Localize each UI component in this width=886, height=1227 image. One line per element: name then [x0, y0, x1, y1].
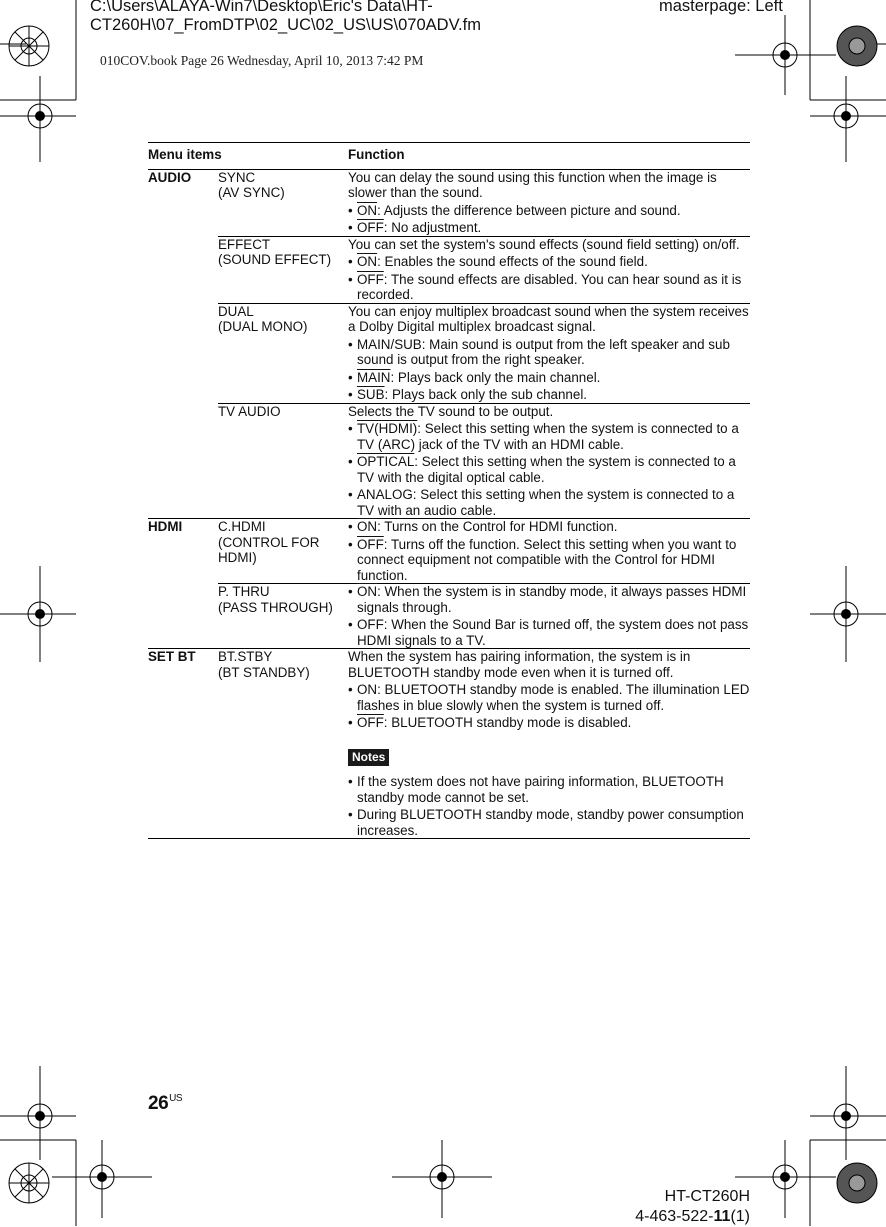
bullet — [348, 487, 750, 518]
item-name: P. THRU — [218, 584, 270, 599]
file-path-line2: CT260H\07_FromDTP\02_UC\02_US\US\070ADV.fm — [90, 16, 481, 34]
table-row — [148, 236, 750, 303]
bullet — [348, 220, 750, 236]
option-key: $\overline{ON}$ — [357, 519, 378, 534]
option-text: : When the system is in standby mode, it always passes HDMI signals through. — [357, 584, 747, 615]
masterpage-label: masterpage: Left — [659, 0, 783, 15]
option-text: : BLUETOOTH standby mode is disabled. — [383, 715, 632, 730]
note-text: During BLUETOOTH standby mode, standby power consumption increases. — [357, 807, 744, 838]
option-key: MAIN — [357, 369, 391, 385]
table-row — [148, 169, 750, 236]
item-full-name: (DUAL MONO) — [218, 319, 308, 334]
part-suffix: (1) — [730, 1208, 750, 1225]
option-text: : Select this setting when the system is connected to a TV with the digital optical cable. — [357, 454, 736, 485]
function-desc: You can enjoy multiplex broadcast sound when the system receives a Dolby Digital multiplex broadcast signal. — [348, 303, 749, 334]
option-text: : Enables the sound effects of the sound field. — [377, 254, 648, 269]
option-text: MAIN/SUB: Main sound is output from the left speaker and sub sound is output from the right speaker. — [357, 336, 730, 367]
bullet — [348, 454, 750, 485]
option-text: ANALOG: Select this setting when the system is connected to a TV with an audio cable. — [357, 487, 735, 518]
option-key: $\overline{SUB}$ — [357, 387, 385, 402]
option-text: : Plays back only the main channel. — [390, 369, 601, 385]
option-text: : Turns off the function. Select this setting when you want to connect equipment not compatible with the Control for HDMI function. — [357, 536, 737, 583]
file-path-line1: C:\Users\ALAYA-Win7\Desktop\Eric's Data\HT- — [90, 0, 433, 15]
option-text: : Select this setting when the system is connected to a TV (ARC) jack of the TV with an HDMI cable. — [357, 421, 739, 452]
bullet — [348, 254, 750, 270]
model-info — [635, 1187, 750, 1227]
item-name: SYNC — [218, 169, 256, 185]
table-row — [148, 519, 750, 584]
item-name: TV AUDIO — [218, 403, 281, 419]
item-full-name: (PASS THROUGH) — [218, 599, 333, 615]
bullet — [348, 617, 750, 648]
category-hdmi: HDMI — [148, 519, 218, 649]
menu-table — [148, 142, 750, 839]
notes-label: Notes — [348, 749, 389, 767]
option-text: : Adjusts the difference between picture and sound. — [377, 202, 681, 218]
function-desc: You can set the system's sound effects (sound field setting) on/off. — [348, 236, 740, 252]
table-row — [148, 303, 750, 403]
bullet — [348, 370, 750, 386]
note-bullet — [348, 774, 750, 805]
menu-item — [218, 236, 348, 303]
file-path — [90, 0, 481, 35]
item-name: DUAL — [218, 303, 254, 319]
option-text: ON: BLUETOOTH standby mode is enabled. The illumination LED flashes in blue slowly when the system is turned off. — [357, 682, 750, 713]
option-key: $\overline{OFF}$ — [357, 220, 384, 235]
part-prefix: 4-463-522- — [635, 1208, 714, 1225]
item-name: C.HDMI — [218, 519, 266, 534]
option-key: $\overline{ON}$ — [357, 584, 378, 599]
bullet — [348, 272, 750, 303]
book-info: 010COV.book Page 26 Wednesday, April 10, 2013 7:42 PM — [100, 53, 424, 68]
function-cell — [348, 403, 750, 519]
option-key: OPTICAL — [357, 454, 415, 469]
menu-item — [218, 519, 348, 584]
table-row — [148, 649, 750, 839]
registration-target-icon — [0, 76, 76, 162]
bullet — [348, 715, 750, 731]
table-row — [148, 584, 750, 649]
bullet — [348, 337, 750, 368]
col-menu-items: Menu items — [148, 143, 348, 170]
option-text: : The sound effects are disabled. You can hear sound as it is recorded. — [357, 271, 742, 302]
menu-item — [218, 649, 348, 839]
function-cell — [348, 236, 750, 303]
option-key: TV(HDMI) — [357, 421, 418, 436]
menu-item — [218, 303, 348, 403]
option-key: $\overline{OFF}$ — [357, 715, 384, 730]
option-key: $\overline{OFF}$ — [357, 271, 384, 287]
function-cell — [348, 303, 750, 403]
bullet — [348, 537, 750, 584]
note-bullet — [348, 807, 750, 838]
function-desc: When the system has pairing information, the system is in BLUETOOTH standby mode even when it is turned off. — [348, 649, 691, 680]
bullet — [348, 682, 750, 713]
menu-item — [218, 584, 348, 649]
page-number — [148, 1093, 182, 1115]
function-cell — [348, 169, 750, 236]
table-row — [148, 403, 750, 519]
col-function: Function — [348, 143, 750, 170]
model-name: HT-CT260H — [664, 1188, 750, 1205]
table-header-row — [148, 143, 750, 170]
item-name: BT.STBY — [218, 649, 273, 664]
part-revision: 11 — [713, 1208, 731, 1225]
option-text: OFF: When the Sound Bar is turned off, the system does not pass HDMI signals to a TV. — [357, 617, 749, 648]
menu-item — [218, 403, 348, 519]
function-cell — [348, 584, 750, 649]
option-text: : No adjustment. — [383, 220, 482, 235]
color-wheel-mark-icon — [9, 26, 49, 66]
page-number-value: 26 — [148, 1093, 169, 1114]
category-set-bt: SET BT — [148, 649, 218, 839]
function-cell — [348, 649, 750, 839]
option-key: $\overline{ON}$ — [357, 254, 378, 269]
page-region: US — [169, 1093, 183, 1104]
item-name: EFFECT — [218, 236, 271, 252]
category-audio: AUDIO — [148, 169, 218, 519]
menu-item — [218, 169, 348, 236]
item-full-name: (CONTROL FOR HDMI) — [218, 534, 320, 565]
bullet — [348, 387, 750, 403]
note-text: If the system does not have pairing information, BLUETOOTH standby mode cannot be set. — [357, 774, 724, 805]
bullet — [348, 203, 750, 219]
item-full-name: (BT STANDBY) — [218, 664, 310, 680]
option-key: $\overline{ON}$ — [357, 202, 378, 218]
bullet — [348, 519, 750, 535]
part-number — [635, 1207, 750, 1227]
option-key: $\overline{OFF}$ — [357, 536, 384, 552]
item-full-name: (SOUND EFFECT) — [218, 252, 332, 267]
function-cell — [348, 519, 750, 584]
function-desc: Selects the TV sound to be output. — [348, 403, 554, 419]
bullet — [348, 421, 750, 452]
option-text: : Turns on the Control for HDMI function. — [377, 519, 618, 534]
function-desc: You can delay the sound using this function when the image is slower than the sound. — [348, 169, 717, 200]
item-full-name: (AV SYNC) — [218, 185, 285, 200]
option-text: : Plays back only the sub channel. — [384, 387, 588, 402]
bullet — [348, 584, 750, 615]
